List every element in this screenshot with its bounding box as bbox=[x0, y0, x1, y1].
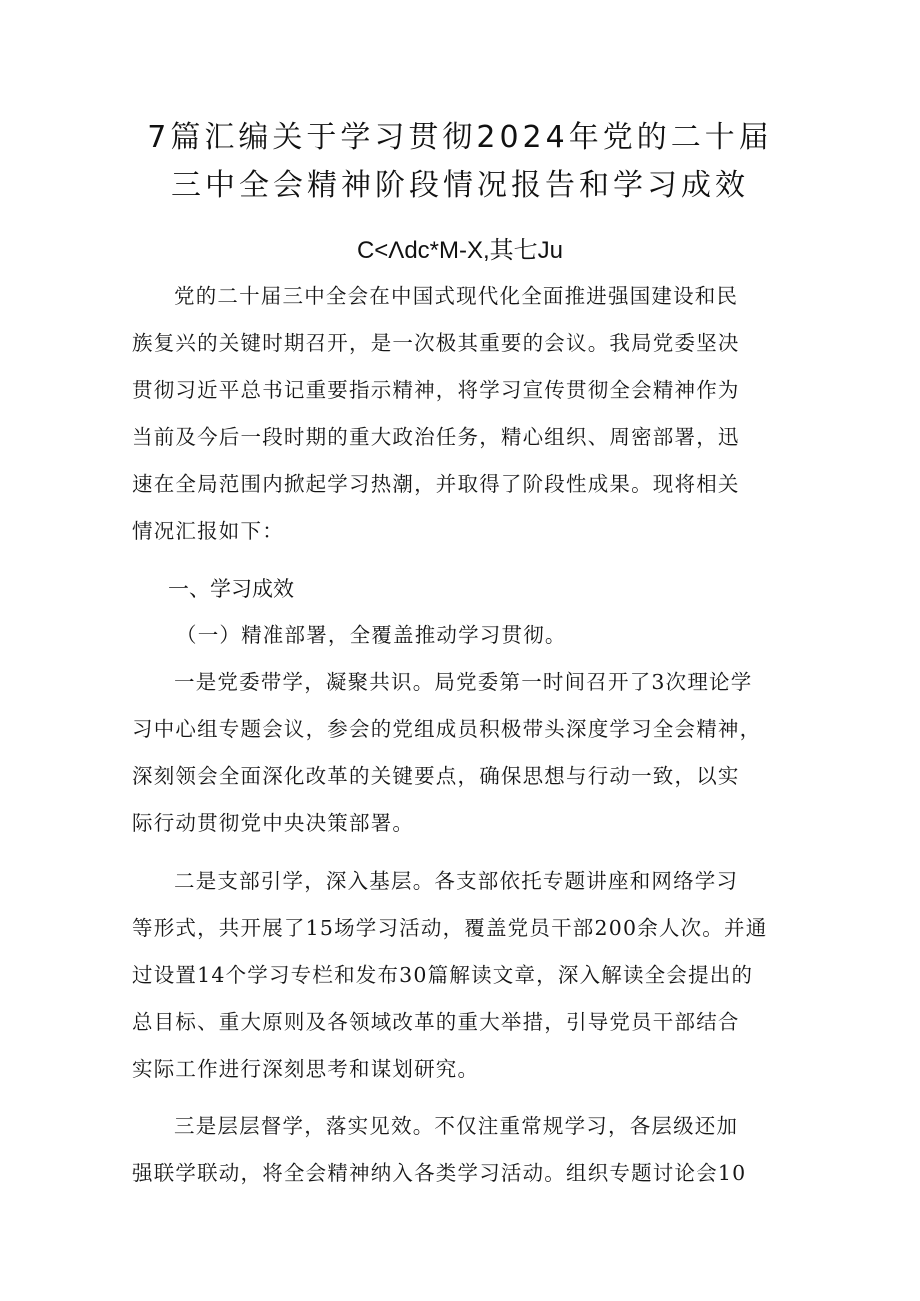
paragraph-2-line-5: 实际工作进行深刻思考和谋划研究。 bbox=[132, 1057, 480, 1081]
paragraph-3-line-1: 三是层层督学，落实见效。不仅注重常规学习，各层级还加 bbox=[174, 1114, 739, 1138]
paragraph-3-line-2: 强联学联动，将全会精神纳入各类学习活动。组织专题讨论会10 bbox=[132, 1161, 747, 1185]
intro-line-3: 贯彻习近平总书记重要指示精神，将学习宣传贯彻全会精神作为 bbox=[132, 378, 740, 402]
subsection-heading: （一）精准部署，全覆盖推动学习贯彻。 bbox=[176, 623, 567, 647]
paragraph-2-line-4: 总目标、重大原则及各领域改革的重大举措，引导党员干部结合 bbox=[132, 1010, 740, 1034]
paragraph-1-line-2: 习中心组专题会议，参会的党组成员积极带头深度学习全会精神， bbox=[132, 717, 762, 741]
intro-line-5: 速在全局范围内掀起学习热潮，并取得了阶段性成果。现将相关 bbox=[132, 472, 740, 496]
document-title-line-1: 7篇汇编关于学习贯彻2024年党的二十届 bbox=[147, 120, 773, 155]
intro-line-6: 情况汇报如下： bbox=[132, 519, 284, 543]
paragraph-1-line-3: 深刻领会全面深化改革的关键要点，确保思想与行动一致，以实 bbox=[132, 764, 740, 788]
document-title-line-2: 三中全会精神阶段情况报告和学习成效 bbox=[171, 168, 749, 203]
section-heading: 一、学习成效 bbox=[168, 577, 294, 601]
paragraph-2-line-3: 过设置14个学习专栏和发布30篇解读文章，深入解读全会提出的 bbox=[132, 963, 754, 987]
document-subtitle: C<Λdc*M-X,其七Ju bbox=[356, 237, 564, 264]
paragraph-2-line-2: 等形式，共开展了15场学习活动，覆盖党员干部200余人次。并通 bbox=[132, 916, 768, 940]
intro-line-4: 当前及今后一段时期的重大政治任务，精心组织、周密部署，迅 bbox=[132, 425, 740, 449]
paragraph-1-line-1: 一是党委带学，凝聚共识。局党委第一时间召开了3次理论学 bbox=[174, 670, 753, 694]
intro-line-1: 党的二十届三中全会在中国式现代化全面推进强国建设和民 bbox=[174, 284, 739, 308]
paragraph-1-line-4: 际行动贯彻党中央决策部署。 bbox=[132, 811, 415, 835]
paragraph-2-line-1: 二是支部引学，深入基层。各支部依托专题讲座和网络学习 bbox=[174, 869, 739, 893]
intro-line-2: 族复兴的关键时期召开，是一次极其重要的会议。我局党委坚决 bbox=[132, 331, 740, 355]
